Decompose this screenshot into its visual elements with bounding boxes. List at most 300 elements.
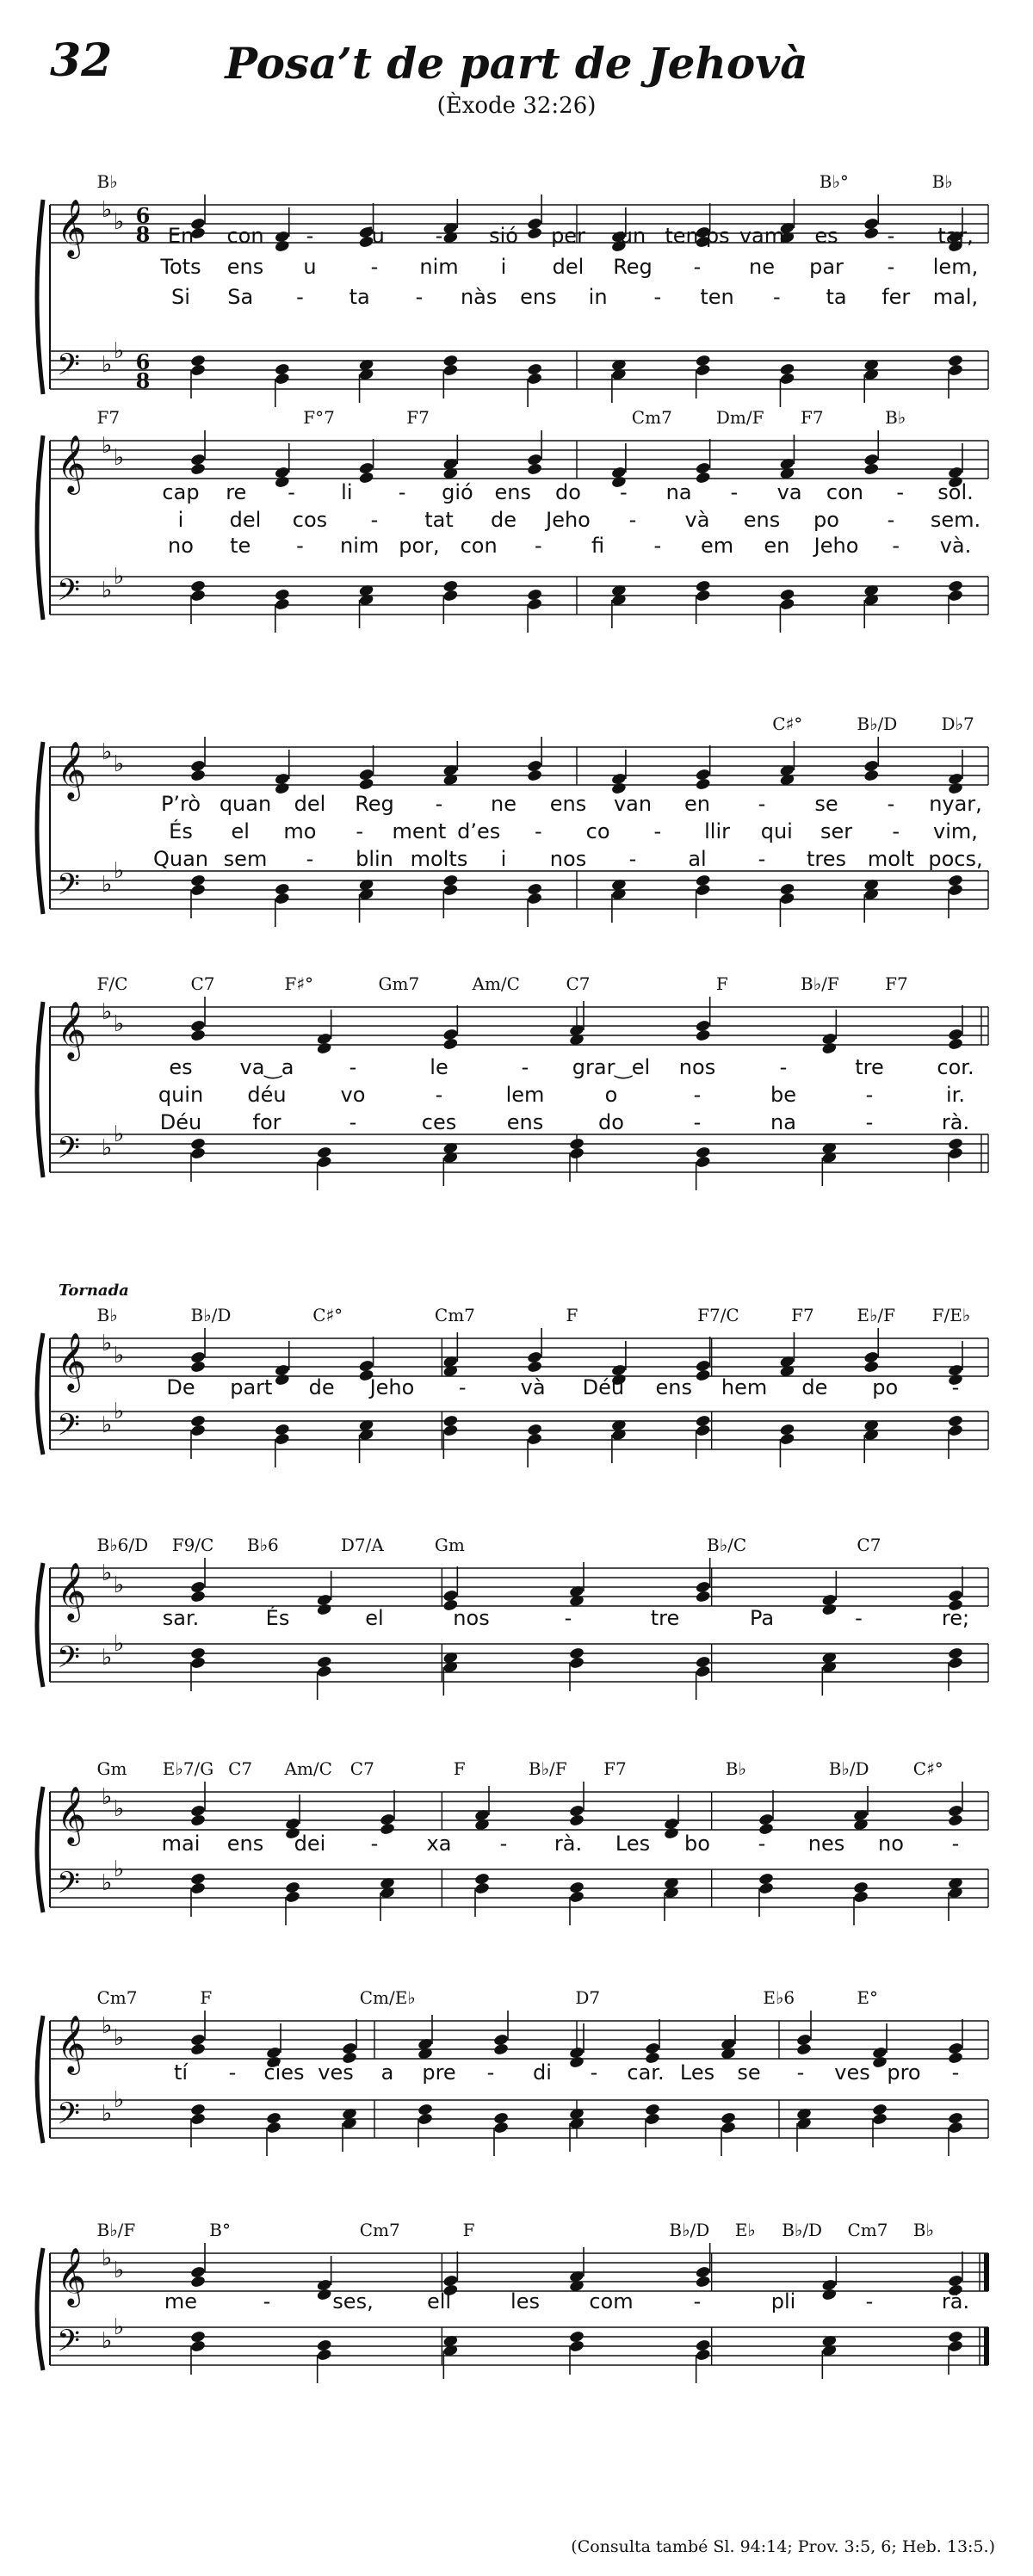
lyric-syllable: -: [486, 2060, 495, 2085]
lyric-syllable: Pa: [749, 1606, 775, 1630]
lyric-syllable: ens: [226, 255, 264, 279]
lyric-syllable: mai: [161, 1832, 201, 1856]
chord-symbol: B♭/F: [528, 1758, 567, 1779]
flat-icon: ♭: [102, 1135, 113, 1161]
chord-symbol: B♭/D: [190, 1305, 232, 1325]
chord-symbol: C♯°: [312, 1305, 343, 1325]
note-head: [285, 1890, 301, 1904]
lyric-syllable: ser: [820, 819, 853, 843]
note-head: [358, 471, 374, 485]
note-head: [695, 1368, 711, 1382]
flat-icon: ♭: [102, 1412, 113, 1438]
lyric-syllable: el: [365, 1606, 384, 1630]
note-head: [190, 769, 207, 782]
lyric-syllable: u: [303, 255, 317, 279]
note-head: [948, 1037, 964, 1051]
note-head: [948, 2339, 964, 2353]
lyric-syllable: -: [887, 508, 895, 532]
chord-symbol: Cm7: [631, 407, 672, 428]
lyric-syllable: sem: [223, 847, 268, 871]
lyric-syllable: pli: [770, 2289, 796, 2313]
lyric-syllable: i: [500, 847, 507, 871]
lyric-syllable: Jeho: [369, 1375, 415, 1399]
lyric-syllable: quan: [219, 792, 272, 816]
chord-symbol: E♭: [734, 2220, 756, 2240]
lyric-syllable: -: [228, 2060, 237, 2085]
lyric-syllable: van: [613, 792, 653, 816]
lyric-syllable: le: [430, 1055, 448, 1079]
note-head: [190, 1029, 207, 1042]
lyric-syllable: và: [684, 508, 710, 532]
chord-symbol: C7: [228, 1758, 253, 1779]
note-head: [695, 1665, 711, 1678]
lyric-syllable: -: [435, 1083, 443, 1107]
lyric-syllable: rà.: [941, 2289, 970, 2313]
chord-symbol: C♯°: [912, 1758, 943, 1779]
lyric-syllable: dei: [294, 1832, 326, 1856]
flat-icon: ♭: [114, 564, 125, 590]
note-head: [695, 777, 711, 791]
note-head: [948, 1656, 964, 1670]
note-head: [316, 1155, 332, 1169]
system-bracket: [37, 742, 43, 914]
lyric-syllable: -: [306, 847, 314, 871]
lyric-syllable: cap: [162, 480, 200, 504]
bass-clef-icon: 𝄢: [57, 1865, 81, 1907]
lyric-syllable: -: [619, 480, 628, 504]
chord-symbol: Am/C: [472, 973, 520, 994]
flat-icon: ♭: [102, 2101, 113, 2127]
system-bracket: [37, 2248, 43, 2370]
lyric-syllable: ens: [520, 285, 557, 309]
note-head: [274, 1373, 290, 1387]
note-head: [527, 769, 543, 782]
lyric-syllable: d’es: [457, 819, 501, 843]
lyric-syllable: un: [619, 224, 646, 248]
note-head: [527, 1360, 543, 1374]
chord-symbol: B♭6: [246, 1535, 279, 1555]
lyric-syllable: -: [349, 1110, 357, 1134]
note-head: [316, 1041, 332, 1055]
flat-icon: ♭: [102, 739, 113, 765]
lyric-syllable: ens: [494, 480, 531, 504]
flat-icon: ♭: [114, 1121, 125, 1147]
note-head: [442, 1424, 459, 1437]
chord-symbol: B♭: [885, 407, 906, 428]
lyric-syllable: el: [231, 819, 250, 843]
treble-clef-icon: 𝄞: [57, 2014, 87, 2073]
flat-icon: ♭: [114, 1572, 125, 1598]
note-head: [863, 226, 880, 240]
song-number: 32: [50, 34, 113, 87]
lyric-syllable: re;: [941, 1606, 970, 1630]
chord-symbol: F7: [406, 407, 430, 428]
lyric-syllable: del: [552, 255, 585, 279]
lyric-syllable: sol.: [937, 480, 974, 504]
time-signature-bottom: 8: [135, 368, 151, 393]
lyric-syllable: es: [814, 224, 838, 248]
flat-icon: ♭: [102, 1645, 113, 1671]
lyric-syllable: qui: [760, 819, 793, 843]
staff-treble-3: [50, 1007, 988, 1045]
song-title: Posa’t de part de Jehovà: [225, 38, 808, 89]
note-head: [190, 1656, 207, 1670]
flat-icon: ♭: [102, 1870, 113, 1896]
lyric-syllable: blin: [356, 847, 393, 871]
flat-icon: ♭: [114, 1343, 125, 1368]
chord-symbol: E♭/F: [857, 1305, 896, 1325]
lyric-syllable: -: [951, 2060, 960, 2085]
lyric-syllable: -: [349, 1055, 357, 1079]
lyric-syllable: de: [801, 1375, 828, 1399]
lyric-syllable: -: [296, 534, 304, 558]
chord-symbol: B♭: [96, 1305, 118, 1325]
lyric-syllable: be: [770, 1083, 796, 1107]
flat-icon: ♭: [114, 338, 125, 364]
lyric-syllable: mal,: [932, 285, 979, 309]
note-head: [442, 363, 459, 377]
lyric-syllable: les: [510, 2289, 540, 2313]
lyric-syllable: i: [177, 508, 184, 532]
note-head: [190, 462, 207, 476]
lyric-syllable: nos: [678, 1055, 716, 1079]
note-head: [948, 883, 964, 897]
lyric-syllable: del: [229, 508, 262, 532]
chord-symbol: F/C: [96, 973, 128, 994]
lyric-syllable: po: [872, 1375, 899, 1399]
lyric-syllable: bo: [684, 1832, 710, 1856]
lyric-syllable: -: [653, 534, 662, 558]
flat-icon: ♭: [114, 1796, 125, 1822]
lyric-syllable: És: [265, 1606, 290, 1630]
flat-icon: ♭: [114, 2314, 125, 2340]
system-bracket: [37, 1002, 43, 1177]
note-head: [779, 1432, 795, 1446]
lyric-syllable: -: [887, 255, 895, 279]
chord-symbol: B♭/D: [782, 2220, 823, 2240]
lyric-syllable: -: [296, 285, 304, 309]
flat-icon: ♭: [102, 2328, 113, 2354]
lyric-syllable: -: [435, 792, 443, 816]
treble-clef-icon: 𝄞: [57, 1785, 87, 1844]
chord-symbol: D♭7: [941, 713, 974, 734]
flat-icon: ♭: [114, 2258, 125, 2283]
note-head: [316, 1603, 332, 1616]
treble-clef-icon: 𝄞: [57, 2246, 87, 2305]
note-head: [695, 1029, 711, 1042]
lyric-syllable: do: [598, 1110, 624, 1134]
lyric-syllable: -: [693, 1110, 702, 1134]
chord-symbol: Cm/E♭: [359, 1987, 416, 2008]
note-head: [645, 2112, 661, 2126]
lyric-syllable: ves: [318, 2060, 354, 2085]
lyric-syllable: fi: [591, 534, 605, 558]
lyric-syllable: -: [263, 2289, 271, 2313]
lyric-syllable: -: [865, 1083, 874, 1107]
chord-symbol: C7: [349, 1758, 374, 1779]
lyric-syllable: fu: [364, 224, 385, 248]
lyric-syllable: nim: [340, 534, 380, 558]
note-head: [796, 2042, 813, 2056]
bass-clef-icon: 𝄢: [57, 867, 81, 909]
note-head: [779, 892, 795, 905]
lyric-syllable: cos: [292, 508, 328, 532]
lyric-syllable: nim: [419, 255, 459, 279]
lyric-syllable: Déu: [582, 1375, 625, 1399]
lyric-syllable: ens: [549, 792, 587, 816]
lyric-syllable: ten: [700, 285, 734, 309]
lyric-syllable: per: [551, 224, 585, 248]
lyric-syllable: en: [684, 792, 710, 816]
note-head: [779, 597, 795, 611]
flat-icon: ♭: [114, 751, 125, 777]
note-head: [190, 1590, 207, 1603]
lyric-syllable: -: [951, 1375, 960, 1399]
lyric-syllable: mo: [283, 819, 317, 843]
note-head: [569, 1890, 585, 1904]
chord-symbol: B♭/F: [96, 2220, 136, 2240]
lyric-syllable: Les: [615, 1832, 651, 1856]
bass-clef-icon: 𝄢: [57, 2323, 81, 2365]
note-head: [527, 892, 543, 905]
note-head: [758, 1881, 775, 1895]
chord-symbol: C♯°: [772, 713, 803, 734]
lyric-syllable: nes: [807, 1832, 845, 1856]
note-head: [190, 2339, 207, 2353]
note-head: [190, 2275, 207, 2289]
lyric-syllable: no: [168, 534, 194, 558]
lyric-syllable: for: [252, 1110, 281, 1134]
lyric-syllable: rà.: [941, 1110, 970, 1134]
lyric-syllable: Quan: [152, 847, 209, 871]
note-head: [821, 1041, 838, 1055]
treble-clef-icon: 𝄞: [57, 434, 87, 492]
note-head: [190, 363, 207, 377]
system-bracket: [37, 2016, 43, 2143]
chord-symbol: F7: [885, 973, 908, 994]
note-head: [274, 892, 290, 905]
lyric-syllable: -: [590, 2060, 598, 2085]
footer-note: (Consulta també Sl. 94:14; Prov. 3:5, 6; Heb. 13:5.): [571, 2537, 995, 2556]
lyric-syllable: ta: [349, 285, 370, 309]
lyric-syllable: ir.: [946, 1083, 965, 1107]
lyric-syllable: cies: [263, 2060, 305, 2085]
lyric-syllable: fer: [881, 285, 911, 309]
lyric-syllable: par: [809, 255, 844, 279]
chord-symbol: Cm7: [434, 1305, 475, 1325]
note-head: [418, 2112, 434, 2126]
staff-treble-8: [50, 2253, 988, 2291]
lyric-syllable: tat: [424, 508, 454, 532]
lyric-syllable: -: [628, 508, 637, 532]
lyric-syllable: pocs,: [928, 847, 983, 871]
note-head: [779, 372, 795, 386]
lyric-syllable: ne: [491, 792, 516, 816]
lyric-syllable: molt: [867, 847, 915, 871]
note-head: [527, 597, 543, 611]
note-head: [493, 2042, 510, 2056]
note-head: [474, 1881, 491, 1895]
chord-symbol: Gm7: [378, 973, 420, 994]
chord-symbol: F°7: [303, 407, 335, 428]
flat-icon: ♭: [114, 2087, 125, 2113]
lyric-syllable: De: [166, 1375, 195, 1399]
flat-icon: ♭: [102, 352, 113, 378]
lyric-syllable: tí: [173, 2060, 189, 2085]
lyric-syllable: -: [693, 2289, 702, 2313]
lyric-syllable: P’rò: [160, 792, 201, 816]
lyric-syllable: xa: [426, 1832, 452, 1856]
note-head: [695, 883, 711, 897]
chord-symbol: B°: [209, 2220, 232, 2240]
chord-symbol: B♭/C: [707, 1535, 747, 1555]
flat-icon: ♭: [114, 858, 125, 884]
chord-symbol: C7: [190, 973, 215, 994]
flat-icon: ♭: [114, 1856, 125, 1882]
lyric-syllable: se: [814, 792, 838, 816]
chord-symbol: F: [566, 1305, 578, 1325]
lyric-syllable: no: [878, 1832, 904, 1856]
lyric-syllable: -: [892, 534, 900, 558]
note-head: [190, 1360, 207, 1374]
chord-symbol: F9/C: [171, 1535, 214, 1555]
lyric-syllable: lem: [505, 1083, 545, 1107]
lyric-syllable: và: [520, 1375, 546, 1399]
chord-symbol: B♭: [96, 171, 118, 192]
lyric-syllable: in: [588, 285, 608, 309]
lyric-syllable: -: [896, 480, 905, 504]
lyric-syllable: vo: [340, 1083, 366, 1107]
note-head: [872, 2112, 888, 2126]
bass-clef-icon: 𝄢: [57, 1130, 81, 1172]
lyric-syllable: Si: [171, 285, 190, 309]
chord-symbol: B♭/D: [857, 713, 898, 734]
chord-symbol: F7: [791, 1305, 814, 1325]
chord-symbol: Dm/F: [715, 407, 764, 428]
note-head: [493, 2121, 510, 2134]
lyric-syllable: con: [460, 534, 498, 558]
chord-symbol: F7/C: [697, 1305, 739, 1325]
note-head: [821, 1603, 838, 1616]
system-bracket: [37, 1333, 43, 1455]
note-head: [527, 372, 543, 386]
lyric-syllable: co: [585, 819, 610, 843]
bass-clef-icon: 𝄢: [57, 347, 81, 389]
note-head: [695, 589, 711, 602]
lyric-syllable: -: [370, 1832, 379, 1856]
system-bracket: [37, 200, 43, 394]
treble-clef-icon: 𝄞: [57, 198, 87, 256]
lyric-syllable: -: [758, 792, 766, 816]
lyric-syllable: ment: [392, 819, 447, 843]
note-head: [190, 2112, 207, 2126]
note-head: [442, 589, 459, 602]
lyric-syllable: va: [776, 480, 802, 504]
lyric-syllable: -: [855, 1606, 863, 1630]
flat-icon: ♭: [102, 578, 113, 603]
lyric-syllable: -: [653, 819, 662, 843]
lyric-syllable: do: [555, 480, 581, 504]
chord-symbol: F7: [96, 407, 121, 428]
flat-icon: ♭: [114, 209, 125, 235]
lyric-syllable: En: [167, 224, 195, 248]
bass-clef-icon: 𝄢: [57, 2096, 81, 2138]
note-head: [821, 2288, 838, 2301]
note-head: [266, 2121, 282, 2134]
chord-symbol: D7: [575, 1987, 601, 2008]
chord-symbol: E°: [857, 1987, 879, 2008]
flat-icon: ♭: [114, 1011, 125, 1037]
lyric-syllable: -: [415, 285, 424, 309]
lyric-syllable: nyar,: [929, 792, 982, 816]
treble-clef-icon: 𝄞: [57, 1000, 87, 1059]
note-head: [358, 777, 374, 791]
note-head: [948, 1146, 964, 1160]
lyric-syllable: a: [380, 2060, 394, 2085]
lyric-syllable: -: [693, 255, 702, 279]
lyric-syllable: em: [700, 534, 734, 558]
lyric-syllable: temps: [665, 224, 730, 248]
flat-icon: ♭: [102, 872, 113, 898]
note-head: [664, 1826, 680, 1840]
lyric-syllable: vim,: [933, 819, 978, 843]
lyric-syllable: part: [230, 1375, 273, 1399]
note-head: [316, 2348, 332, 2362]
lyric-syllable: nàs: [460, 285, 498, 309]
lyric-syllable: -: [370, 255, 379, 279]
flat-icon: ♭: [102, 1560, 113, 1586]
lyric-syllable: es: [169, 1055, 193, 1079]
note-head: [863, 769, 880, 782]
system-bracket: [37, 1563, 43, 1687]
flat-icon: ♭: [114, 1631, 125, 1657]
note-head: [695, 2275, 711, 2289]
lyric-syllable: por,: [399, 534, 440, 558]
lyric-syllable: tar,: [937, 224, 974, 248]
treble-clef-icon: 𝄞: [57, 1331, 87, 1390]
flat-icon: ♭: [102, 1331, 113, 1356]
chord-symbol: F/E♭: [931, 1305, 971, 1325]
note-head: [190, 2042, 207, 2056]
staff-treble-1: [50, 441, 988, 479]
lyric-syllable: li: [341, 480, 353, 504]
chord-symbol: B♭: [725, 1758, 746, 1779]
note-head: [442, 883, 459, 897]
chord-symbol: B♭: [931, 171, 953, 192]
note-head: [948, 1424, 964, 1437]
lyric-syllable: lem,: [932, 255, 979, 279]
lyric-syllable: déu: [247, 1083, 287, 1107]
section-label: Tornada: [59, 1282, 129, 1300]
flat-icon: ♭: [114, 1399, 125, 1424]
chord-symbol: B♭/F: [801, 973, 839, 994]
chord-symbol: Cm7: [96, 1987, 138, 2008]
note-head: [274, 1432, 290, 1446]
note-head: [695, 471, 711, 485]
lyric-syllable: ves: [834, 2060, 870, 2085]
chord-symbol: F7: [603, 1758, 627, 1779]
note-head: [872, 2055, 888, 2069]
bass-clef-icon: 𝄢: [57, 1407, 81, 1449]
lyric-syllable: ens: [743, 508, 781, 532]
lyric-syllable: llir: [704, 819, 731, 843]
note-head: [380, 1822, 396, 1836]
flat-icon: ♭: [102, 2246, 113, 2271]
lyric-syllable: sió: [489, 224, 518, 248]
lyric-syllable: -: [865, 1110, 874, 1134]
lyric-syllable: ne: [749, 255, 775, 279]
lyric-syllable: nos: [453, 1606, 490, 1630]
